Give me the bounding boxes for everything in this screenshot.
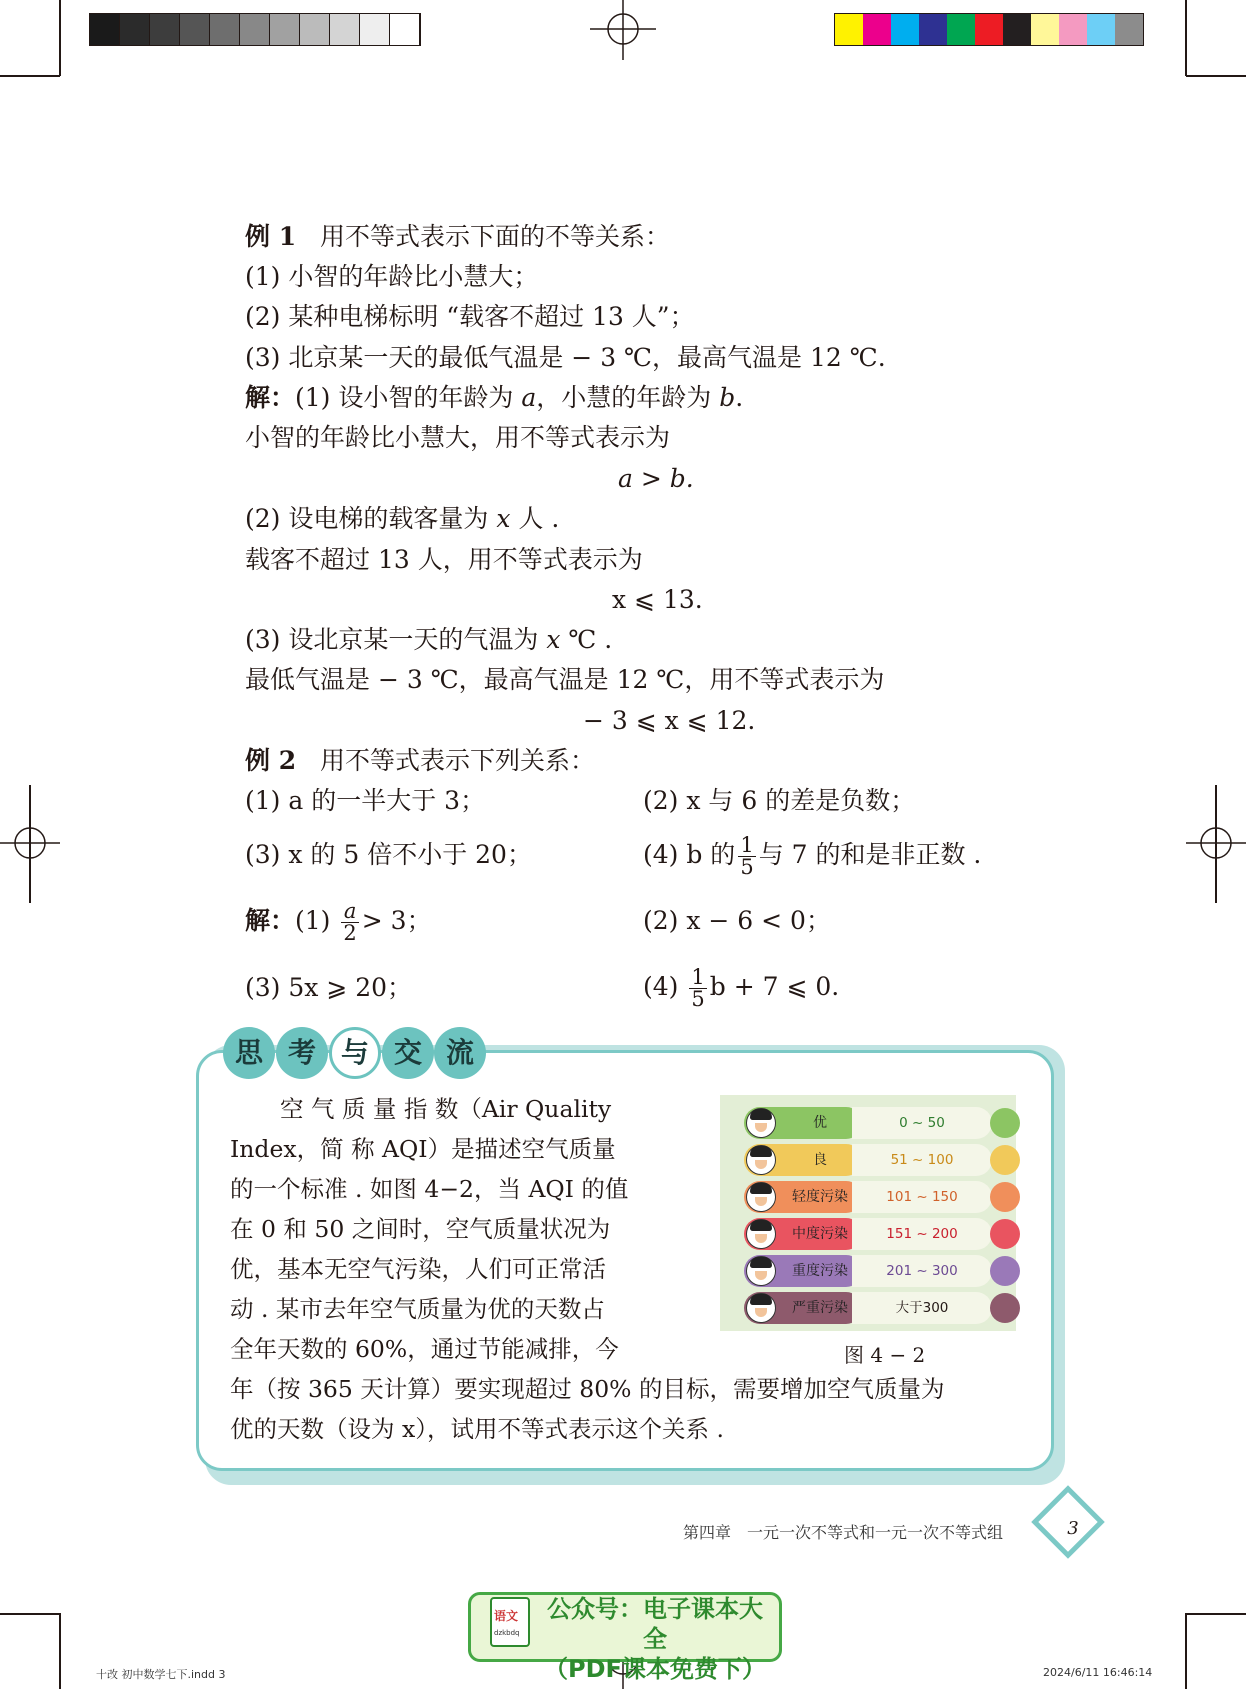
aqi-level-label: 重度污染 [792,1263,848,1279]
file-slug: 十改 初中数学七下.indd 3 [96,1668,226,1681]
fraction [738,835,755,878]
figure-caption: 图 4 − 2 [844,1343,926,1367]
text: b + 7 ⩽ 0. [709,972,840,1001]
book-icon [490,1597,530,1647]
example2-answer-3: (3) 5x ⩾ 20； [245,973,413,1002]
fraction [341,901,358,944]
gray-swatch [240,14,270,45]
aqi-level-label: 中度污染 [792,1226,848,1242]
denominator: 5 [691,987,705,1011]
aqi-color-dot [990,1293,1020,1323]
aqi-level-pill [744,1181,862,1213]
example1-label: 例 1 [245,222,297,251]
example1-item-2: (2) 某种电梯标明 “载客不超过 13 人”； [245,302,695,331]
example1-solution-1 [245,382,743,414]
think-line-7: 全年天数的 60%，通过节能减排，今 [230,1335,619,1363]
example2-answer-2: (2) x − 6 < 0； [643,906,831,935]
timestamp-slug: 2024/6/11 16:46:14 [1043,1666,1153,1679]
think-title-char-5: 流 [434,1027,486,1079]
aqi-row [744,1144,1008,1176]
text: (4) [643,972,679,1001]
solution-label: 解： [245,906,296,935]
color-swatch [1031,14,1059,45]
denominator: 2 [343,921,357,945]
solution-label: 解： [245,383,296,412]
face-icon [746,1182,776,1212]
color-swatch [1003,14,1031,45]
variable: b [719,383,736,412]
think-line-1: 空 气 质 量 指 数（Air Quality [280,1095,612,1123]
aqi-range: 201 ~ 300 [852,1255,992,1287]
aqi-color-dot [990,1145,1020,1175]
example1-inequality-3: − 3 ⩽ x ⩽ 12. [583,706,756,735]
variable: x [546,625,561,654]
gray-swatch [390,14,420,45]
think-title-char-4: 交 [382,1027,434,1079]
watermark-line-2: （PDF课本免费下） [544,1655,766,1683]
fraction [689,967,706,1010]
denominator: 5 [740,855,754,879]
aqi-level-label: 轻度污染 [792,1189,848,1205]
registration-line-right [1215,785,1217,903]
text: (1) 设小智的年龄为 [295,383,522,412]
gray-swatch [360,14,390,45]
watermark-line-1: 公众号：电子课本大全 [547,1595,763,1653]
example2-prompt: 用不等式表示下列关系： [319,746,595,775]
book-icon-sub: dzkbdq [494,1629,520,1637]
aqi-row [744,1218,1008,1250]
example1-heading [245,221,670,253]
watermark-text [540,1594,770,1684]
text: 与 7 的和是非正数 . [758,840,982,869]
color-bar [834,13,1144,46]
example2-heading [245,745,595,777]
color-swatch [835,14,863,45]
aqi-color-dot [990,1219,1020,1249]
face-icon [746,1293,776,1323]
color-swatch [975,14,1003,45]
think-title-char-2: 考 [276,1027,328,1079]
aqi-level-label: 优 [813,1115,827,1131]
aqi-color-dot [990,1182,1020,1212]
example1-solution-1-text: 小智的年龄比小慧大，用不等式表示为 [245,423,671,452]
color-swatch [863,14,891,45]
text: > 3； [361,906,432,935]
grayscale-bar [89,13,421,46]
aqi-level-pill [744,1292,862,1324]
color-swatch [947,14,975,45]
example2-question-1: (1) a 的一半大于 3； [245,786,486,815]
face-icon [746,1108,776,1138]
registration-mark-top [590,0,656,66]
book-icon-text: 语文 [494,1609,519,1623]
color-swatch [1115,14,1143,45]
think-title-char-1: 思 [223,1027,275,1079]
aqi-row [744,1292,1008,1324]
example2-label: 例 2 [245,746,297,775]
color-swatch [1059,14,1087,45]
text: (1) [295,906,331,935]
example2-answer-1 [245,892,432,950]
face-icon [746,1219,776,1249]
example1-solution-2-text: 载客不超过 13 人，用不等式表示为 [245,545,643,574]
registration-mark-right [1180,810,1246,876]
aqi-figure [720,1095,1016,1331]
color-swatch [891,14,919,45]
aqi-row [744,1107,1008,1139]
example2-question-3: (3) x 的 5 倍不小于 20； [245,840,532,869]
text: ，小慧的年龄为 [536,383,720,412]
text: (3) 设北京某一天的气温为 [245,625,547,654]
numerator: a [341,901,358,923]
aqi-row [744,1255,1008,1287]
text: (2) 设电梯的载客量为 [245,504,497,533]
gray-swatch [150,14,180,45]
variable: x [496,504,511,533]
example1-solution-2 [245,503,559,535]
registration-line-left [29,785,31,903]
think-title-char-3: 与 [329,1027,381,1079]
gray-swatch [120,14,150,45]
example1-solution-3 [245,624,612,656]
think-line-4: 在 0 和 50 之间时，空气质量状况为 [230,1215,611,1243]
aqi-level-label: 良 [813,1152,827,1168]
example2-answer-4 [643,958,839,1016]
text: 人 . [510,504,560,533]
think-line-5: 优，基本无空气污染，人们可正常活 [230,1255,606,1283]
aqi-level-pill [744,1218,862,1250]
gray-swatch [270,14,300,45]
think-line-8: 年（按 365 天计算）要实现超过 80% 的目标，需要增加空气质量为 [230,1375,945,1403]
registration-mark-left [0,810,66,876]
aqi-range: 0 ~ 50 [852,1107,992,1139]
gray-swatch [180,14,210,45]
gray-swatch [90,14,120,45]
page-number: 3 [1067,1518,1079,1539]
aqi-level-label: 严重污染 [792,1300,848,1316]
aqi-color-dot [990,1108,1020,1138]
example2-question-2: (2) x 与 6 的差是负数； [643,786,916,815]
aqi-level-pill [744,1107,862,1139]
chapter-footer: 第四章 一元一次不等式和一元一次不等式组 [683,1523,1004,1542]
example1-item-3: (3) 北京某一天的最低气温是 − 3 ℃，最高气温是 12 ℃. [245,343,886,372]
gray-swatch [330,14,360,45]
gray-swatch [300,14,330,45]
text: . [735,383,744,412]
numerator: 1 [740,833,754,857]
aqi-level-pill [744,1255,862,1287]
face-icon [746,1145,776,1175]
gray-swatch [210,14,240,45]
aqi-range: 大于300 [852,1292,992,1324]
example1-inequality-2: x ⩽ 13. [612,585,703,614]
face-icon [746,1256,776,1286]
aqi-row [744,1181,1008,1213]
numerator: 1 [691,965,705,989]
aqi-color-dot [990,1256,1020,1286]
think-line-3: 的一个标准 . 如图 4−2，当 AQI 的值 [230,1175,629,1203]
example1-item-1: (1) 小智的年龄比小慧大； [245,262,539,291]
variable: a [521,383,537,412]
example1-prompt: 用不等式表示下面的不等关系： [319,222,670,251]
example1-inequality-1: a > b. [618,464,694,493]
example2-question-4 [643,826,981,884]
example1-solution-3-text: 最低气温是 − 3 ℃，最高气温是 12 ℃，用不等式表示为 [245,665,885,694]
think-line-6: 动 . 某市去年空气质量为优的天数占 [230,1295,605,1323]
aqi-level-pill [744,1144,862,1176]
aqi-range: 151 ~ 200 [852,1218,992,1250]
text: (4) b 的 [643,840,736,869]
text: ℃ . [560,625,613,654]
aqi-range: 101 ~ 150 [852,1181,992,1213]
aqi-range: 51 ~ 100 [852,1144,992,1176]
color-swatch [919,14,947,45]
color-swatch [1087,14,1115,45]
think-line-9: 优的天数（设为 x），试用不等式表示这个关系 . [230,1415,724,1443]
think-line-2: Index，简 称 AQI）是描述空气质量 [230,1135,616,1163]
